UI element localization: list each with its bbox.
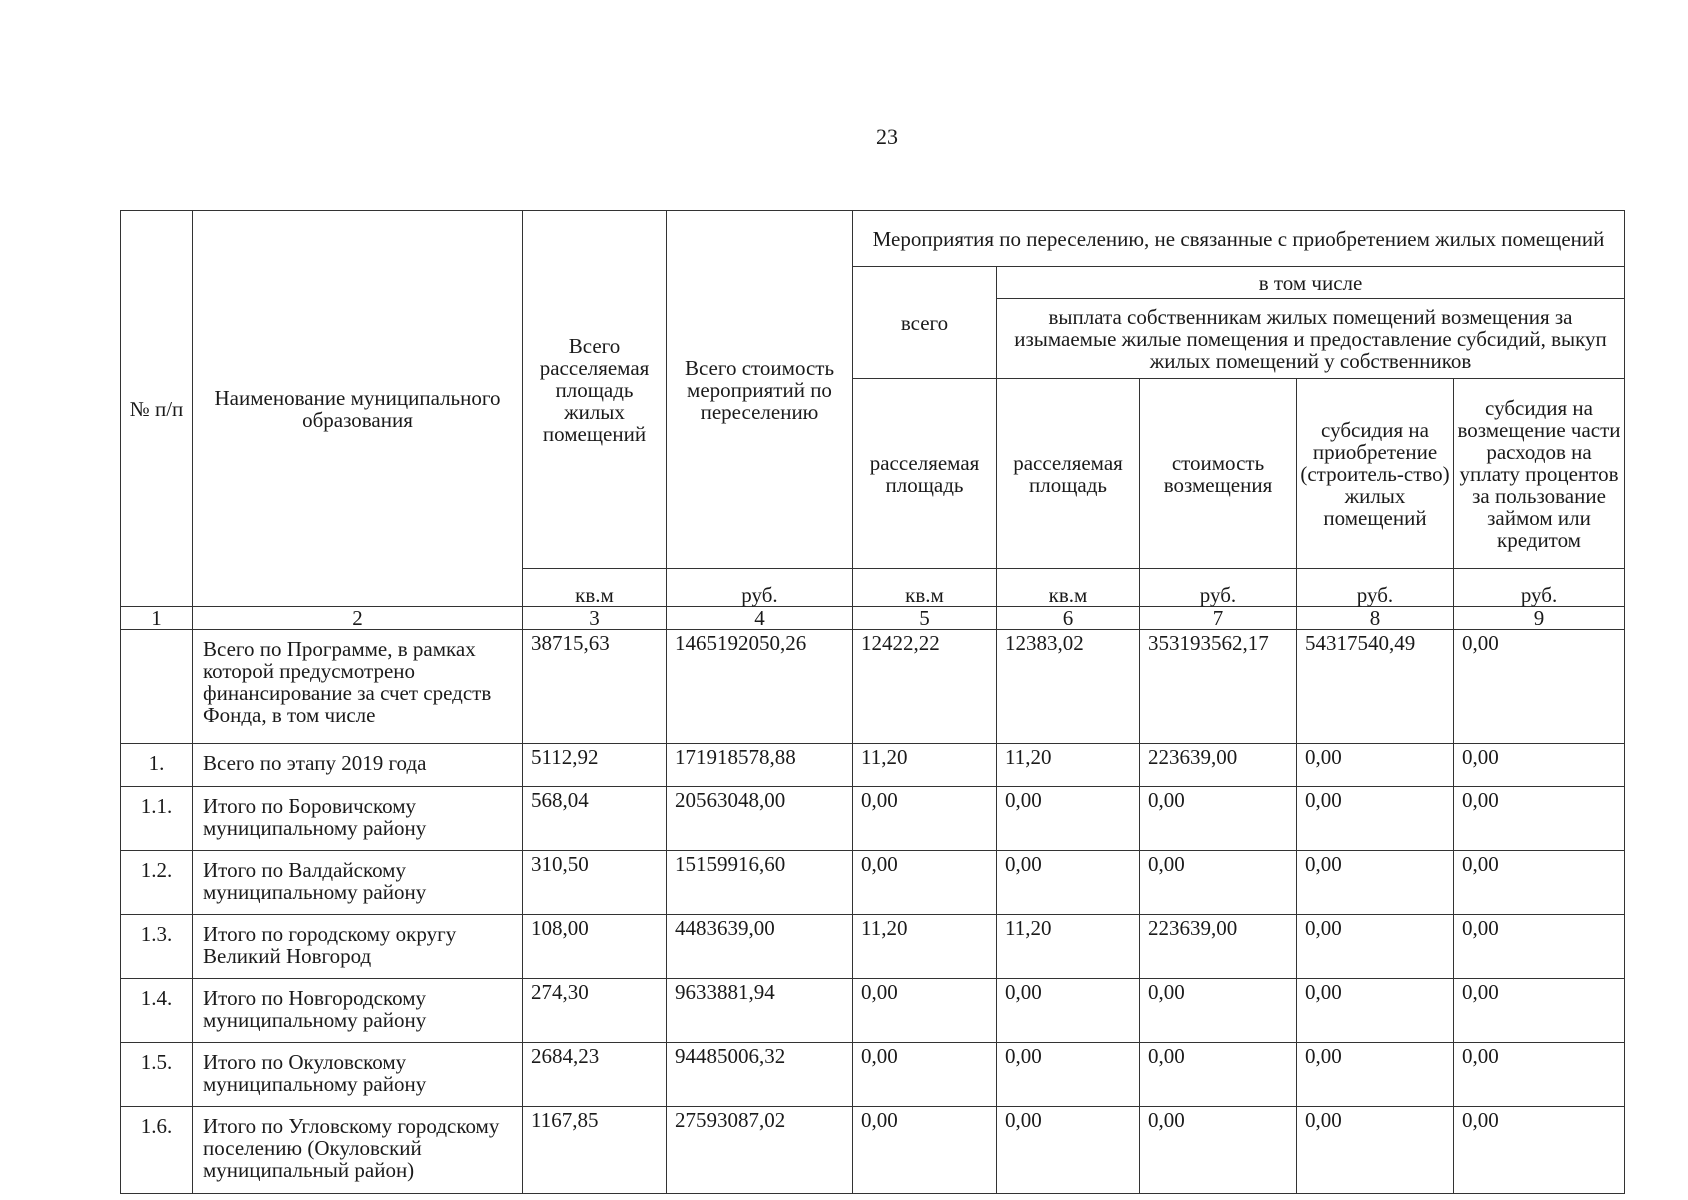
cell-total-cost: 94485006,32 xyxy=(667,1043,853,1107)
row-name: Итого по Окуловскому муниципальному району xyxy=(193,1043,523,1107)
column-number: 8 xyxy=(1297,607,1454,630)
row-name: Итого по городскому округу Великий Новгород xyxy=(193,915,523,979)
cell-total-area: 108,00 xyxy=(523,915,667,979)
cell-col7: 353193562,17 xyxy=(1140,630,1297,744)
cell-total-cost: 15159916,60 xyxy=(667,851,853,915)
cell-col5: 11,20 xyxy=(853,915,997,979)
cell-col5: 0,00 xyxy=(853,787,997,851)
row-name: Итого по Валдайскому муниципальному району xyxy=(193,851,523,915)
row-index: 1.5. xyxy=(121,1043,193,1107)
cell-total-cost: 27593087,02 xyxy=(667,1107,853,1194)
row-name: Всего по Программе, в рамках которой предусмотрено финансирование за счет средств Фонда, в том числе xyxy=(193,630,523,744)
table-row xyxy=(121,744,1625,787)
unit-4: руб. xyxy=(667,569,853,607)
column-number: 4 xyxy=(667,607,853,630)
cell-col5: 0,00 xyxy=(853,851,997,915)
cell-col9: 0,00 xyxy=(1454,787,1625,851)
row-name: Всего по этапу 2019 года xyxy=(193,744,523,787)
cell-col9: 0,00 xyxy=(1454,1043,1625,1107)
cell-col6: 12383,02 xyxy=(997,630,1140,744)
cell-col6: 0,00 xyxy=(997,1043,1140,1107)
cell-total-cost: 4483639,00 xyxy=(667,915,853,979)
header-vyplata: выплата собственникам жилых помещений возмещения за изымаемые жилые помещения и предоставление субсидий, выкуп жилых помещений у собственников xyxy=(997,299,1625,379)
cell-total-area: 2684,23 xyxy=(523,1043,667,1107)
row-index: 1.3. xyxy=(121,915,193,979)
cell-col9: 0,00 xyxy=(1454,915,1625,979)
cell-col8: 0,00 xyxy=(1297,1107,1454,1194)
header-total-area: Всего расселяемая площадь жилых помещений xyxy=(523,211,667,569)
header-col5: расселяемая площадь xyxy=(853,379,997,569)
cell-total-area: 1167,85 xyxy=(523,1107,667,1194)
header-total-cost: Всего стоимость мероприятий по переселению xyxy=(667,211,853,569)
column-number: 3 xyxy=(523,607,667,630)
unit-7: руб. xyxy=(1140,569,1297,607)
cell-col9: 0,00 xyxy=(1454,979,1625,1043)
cell-col9: 0,00 xyxy=(1454,744,1625,787)
cell-col9: 0,00 xyxy=(1454,630,1625,744)
column-number: 2 xyxy=(193,607,523,630)
column-number: 5 xyxy=(853,607,997,630)
cell-col6: 11,20 xyxy=(997,915,1140,979)
header-col7: стоимость возмещения xyxy=(1140,379,1297,569)
cell-col5: 0,00 xyxy=(853,1043,997,1107)
column-number-row xyxy=(121,607,1625,630)
table-row xyxy=(121,915,1625,979)
table-row xyxy=(121,787,1625,851)
cell-col6: 11,20 xyxy=(997,744,1140,787)
cell-col6: 0,00 xyxy=(997,979,1140,1043)
column-number: 1 xyxy=(121,607,193,630)
cell-total-area: 274,30 xyxy=(523,979,667,1043)
header-vsego: всего xyxy=(853,267,997,379)
cell-col7: 0,00 xyxy=(1140,851,1297,915)
row-index: 1.6. xyxy=(121,1107,193,1194)
row-name: Итого по Новгородскому муниципальному району xyxy=(193,979,523,1043)
cell-col6: 0,00 xyxy=(997,851,1140,915)
cell-col7: 223639,00 xyxy=(1140,915,1297,979)
cell-col8: 0,00 xyxy=(1297,1043,1454,1107)
header-col6: расселяемая площадь xyxy=(997,379,1140,569)
table-row xyxy=(121,1043,1625,1107)
cell-col8: 0,00 xyxy=(1297,979,1454,1043)
table-row xyxy=(121,630,1625,744)
cell-col5: 11,20 xyxy=(853,744,997,787)
cell-col5: 0,00 xyxy=(853,979,997,1043)
row-name: Итого по Угловскому городскому поселению (Окуловский муниципальный район) xyxy=(193,1107,523,1194)
cell-col5: 12422,22 xyxy=(853,630,997,744)
cell-total-area: 5112,92 xyxy=(523,744,667,787)
cell-total-cost: 1465192050,26 xyxy=(667,630,853,744)
header-v-tom-chisle: в том числе xyxy=(997,267,1625,299)
cell-col6: 0,00 xyxy=(997,787,1140,851)
table-row xyxy=(121,851,1625,915)
unit-8: руб. xyxy=(1297,569,1454,607)
cell-col8: 0,00 xyxy=(1297,851,1454,915)
cell-col7: 0,00 xyxy=(1140,1107,1297,1194)
cell-total-cost: 171918578,88 xyxy=(667,744,853,787)
header-name: Наименование муниципального образования xyxy=(193,211,523,607)
cell-total-area: 38715,63 xyxy=(523,630,667,744)
cell-col7: 0,00 xyxy=(1140,979,1297,1043)
unit-3: кв.м xyxy=(523,569,667,607)
cell-total-cost: 20563048,00 xyxy=(667,787,853,851)
table-row xyxy=(121,1107,1625,1194)
cell-col8: 0,00 xyxy=(1297,915,1454,979)
cell-col7: 0,00 xyxy=(1140,787,1297,851)
row-index: 1.2. xyxy=(121,851,193,915)
cell-total-cost: 9633881,94 xyxy=(667,979,853,1043)
table-row xyxy=(121,979,1625,1043)
column-number: 6 xyxy=(997,607,1140,630)
unit-6: кв.м xyxy=(997,569,1140,607)
header-col9: субсидия на возмещение части расходов на уплату процентов за пользование займом или кредитом xyxy=(1454,379,1625,569)
cell-col8: 0,00 xyxy=(1297,744,1454,787)
header-col8: субсидия на приобретение (строитель-ство) жилых помещений xyxy=(1297,379,1454,569)
row-index xyxy=(121,630,193,744)
cell-col9: 0,00 xyxy=(1454,1107,1625,1194)
unit-5: кв.м xyxy=(853,569,997,607)
cell-col8: 54317540,49 xyxy=(1297,630,1454,744)
page-number: 23 xyxy=(876,124,898,149)
column-number: 7 xyxy=(1140,607,1297,630)
row-name: Итого по Боровичскому муниципальному району xyxy=(193,787,523,851)
row-index: 1.4. xyxy=(121,979,193,1043)
cell-total-area: 310,50 xyxy=(523,851,667,915)
column-number: 9 xyxy=(1454,607,1625,630)
cell-col5: 0,00 xyxy=(853,1107,997,1194)
cell-col7: 223639,00 xyxy=(1140,744,1297,787)
row-index: 1.1. xyxy=(121,787,193,851)
row-index: 1. xyxy=(121,744,193,787)
cell-total-area: 568,04 xyxy=(523,787,667,851)
unit-9: руб. xyxy=(1454,569,1625,607)
cell-col9: 0,00 xyxy=(1454,851,1625,915)
cell-col6: 0,00 xyxy=(997,1107,1140,1194)
header-group: Мероприятия по переселению, не связанные с приобретением жилых помещений xyxy=(853,211,1625,267)
resettlement-table xyxy=(120,210,1625,1194)
header-no: № п/п xyxy=(121,211,193,607)
cell-col8: 0,00 xyxy=(1297,787,1454,851)
cell-col7: 0,00 xyxy=(1140,1043,1297,1107)
